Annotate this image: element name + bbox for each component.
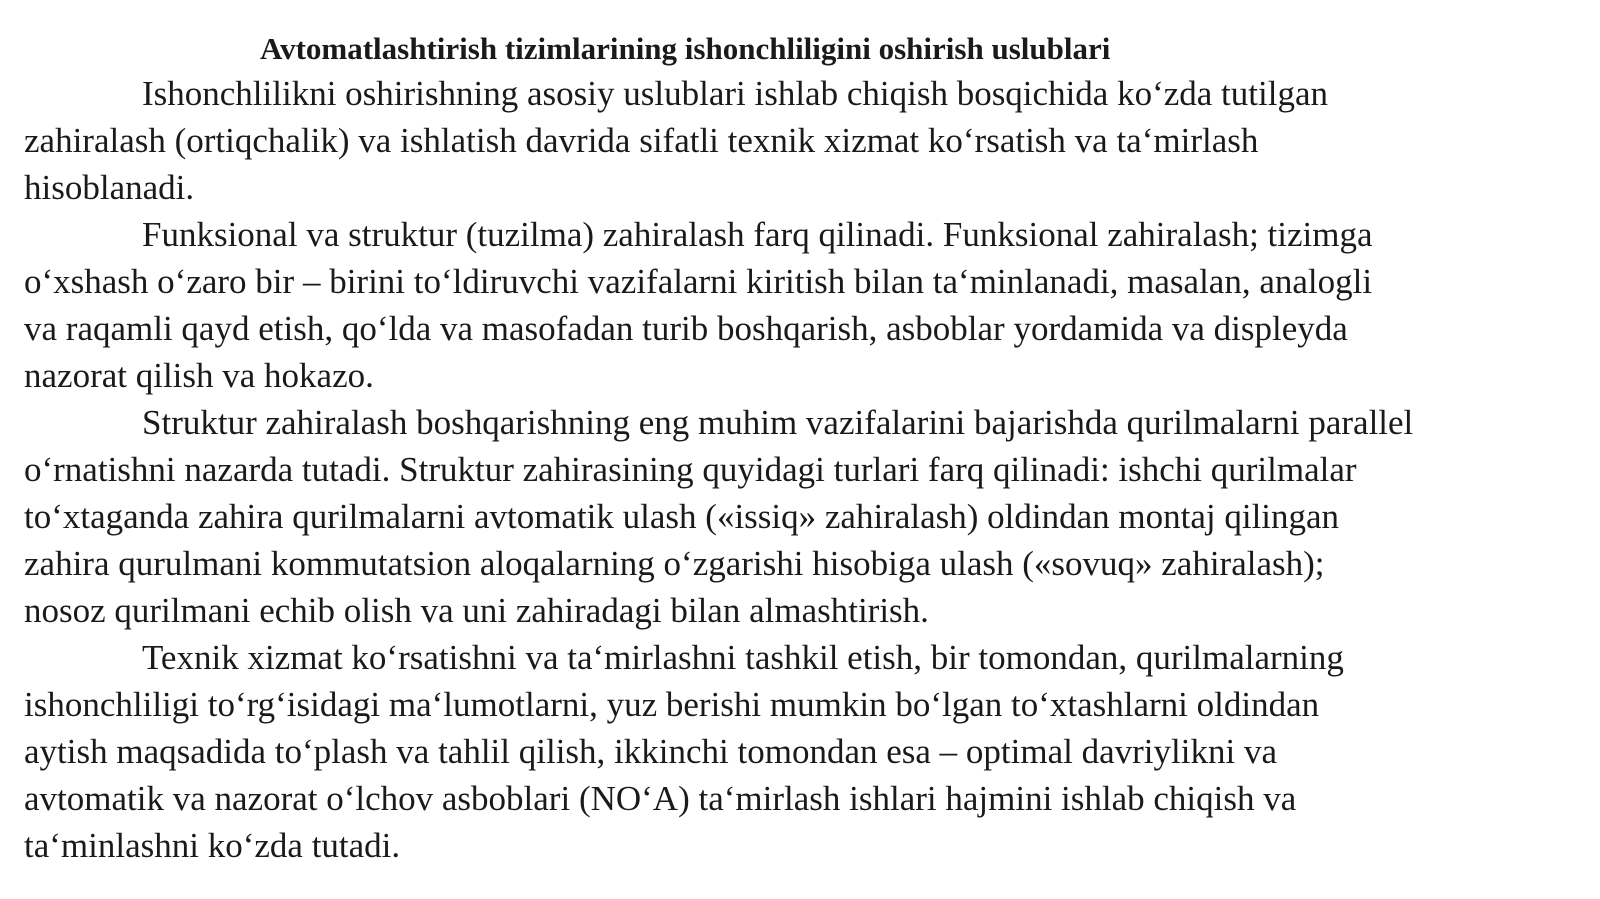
text-line: va raqamli qayd etish, qo‘lda va masofadan turib boshqarish, asboblar yordamida va displeyda: [24, 309, 1348, 348]
text-line: hisoblanadi.: [24, 168, 195, 207]
text-line: Texnik xizmat ko‘rsatishni va ta‘mirlashni tashkil etish, bir tomondan, qurilmalarning: [142, 638, 1344, 677]
text-line: Funksional va struktur (tuzilma) zahiralash farq qilinadi. Funksional zahiralash; tizimga: [142, 215, 1373, 254]
paragraph-2: [24, 211, 1572, 399]
text-line: nosoz qurilmani echib olish va uni zahiradagi bilan almashtirish.: [24, 591, 929, 630]
document-page: [24, 28, 1572, 869]
text-line: to‘xtaganda zahira qurilmalarni avtomatik ulash («issiq» zahiralash) oldindan montaj qilingan: [24, 497, 1340, 536]
document-title: Avtomatlashtirish tizimlarining ishonchliligini oshirish uslublari: [260, 31, 1111, 66]
text-line: zahira qurulmani kommutatsion aloqalarning o‘zgarishi hisobiga ulash («sovuq» zahiralash);: [24, 544, 1325, 583]
text-line: o‘rnatishni nazarda tutadi. Struktur zahirasining quyidagi turlari farq qilinadi: ishchi qurilmalar: [24, 450, 1357, 489]
text-line: ishonchliligi to‘rg‘isidagi ma‘lumotlarni, yuz berishi mumkin bo‘lgan to‘xtashlarni oldindan: [24, 685, 1320, 724]
text-line: aytish maqsadida to‘plash va tahlil qilish, ikkinchi tomondan esa – optimal davriylikni va: [24, 732, 1277, 771]
text-line: nazorat qilish va hokazo.: [24, 356, 374, 395]
paragraph-4: [24, 634, 1572, 869]
text-line: o‘xshash o‘zaro bir – birini to‘ldiruvchi vazifalarni kiritish bilan ta‘minlanadi, masalan, analogli: [24, 262, 1373, 301]
text-line: Struktur zahiralash boshqarishning eng muhim vazifalarini bajarishda qurilmalarni parallel: [142, 403, 1414, 442]
text-line: zahiralash (ortiqchalik) va ishlatish davrida sifatli texnik xizmat ko‘rsatish va ta‘mirlash: [24, 121, 1259, 160]
text-line: avtomatik va nazorat o‘lchov asboblari (NO‘A) ta‘mirlash ishlari hajmini ishlab chiqish va: [24, 779, 1297, 818]
text-line: ta‘minlashni ko‘zda tutadi.: [24, 826, 401, 865]
paragraph-1: [24, 70, 1572, 211]
text-line: Ishonchlilikni oshirishning asosiy uslublari ishlab chiqish bosqichida ko‘zda tutilgan: [142, 74, 1328, 113]
paragraph-3: [24, 399, 1572, 634]
